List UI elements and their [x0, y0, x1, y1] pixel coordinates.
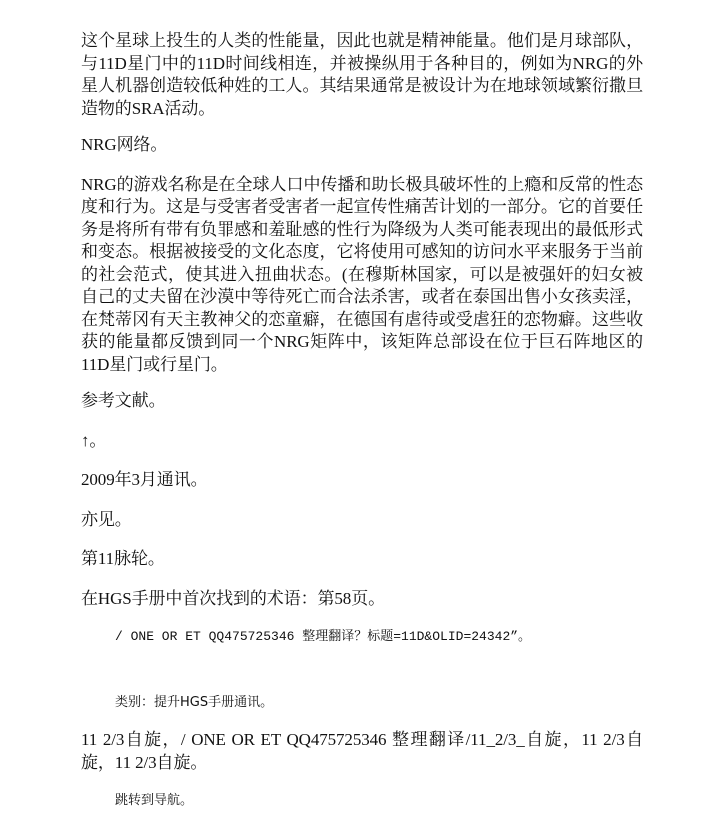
- spin-links-line[interactable]: 11 2/3自旋，/ ONE OR ET QQ475725346 整理翻译/11_2/3_自旋，11 2/3自旋，11 2/3自旋。: [81, 730, 643, 772]
- category-line[interactable]: 类别：提升HGS手册通讯。: [115, 695, 274, 710]
- see-also-chakra-link[interactable]: 第11脉轮。: [81, 549, 165, 568]
- reference-newsletter: 2009年3月通讯。: [81, 470, 208, 489]
- article-body: [81, 30, 643, 811]
- references-heading: 参考文献。: [81, 391, 166, 410]
- paragraph-energy-intro: 这个星球上投生的人类的性能量，因此也就是精神能量。他们是月球部队，与11D星门中的11D时间线相连，并被操纵用于各种目的，例如为NRG的外星人机器创造较低种姓的工人。其结果通常是被设计为在地球领域繁衍撒旦造物的SRA活动。: [81, 31, 643, 118]
- reference-up-arrow-link[interactable]: ↑。: [81, 430, 107, 450]
- source-url-line[interactable]: / ONE OR ET QQ475725346 整理翻译？标题=11D&OLID=24342”。: [115, 629, 532, 644]
- skip-to-navigation-link[interactable]: 跳转到导航。: [115, 793, 194, 808]
- see-also-heading: 亦见。: [81, 509, 132, 529]
- paragraph-nrg-game: NRG的游戏名称是在全球人口中传播和助长极具破坏性的上瘾和反常的性态度和行为。这是与受害者受害者一起宣传性痛苦计划的一部分。它的首要任务是将所有带有负罪感和羞耻感的性行为降级为人类可能表现出的最低形式和变态。根据被接受的文化态度，它将使用可感知的访问水平来服务于当前的社会范式，使其进入扭曲状态。(在穆斯林国家，可以是被强奸的妇女被自己的丈夫留在沙漠中等待死亡而合法杀害，或者在泰国出售小女孩卖淫，在梵蒂冈有天主教神父的恋童癖，在德国有虐待或受虐狂的恋物癖。这些收获的能量都反馈到同一个NRG矩阵中，该矩阵总部设在位于巨石阵地区的11D星门或行星门。: [81, 174, 643, 374]
- paragraph-nrg-network-heading: NRG网络。: [81, 135, 168, 154]
- term-source-note: 在HGS手册中首次找到的术语：第58页。: [81, 588, 386, 608]
